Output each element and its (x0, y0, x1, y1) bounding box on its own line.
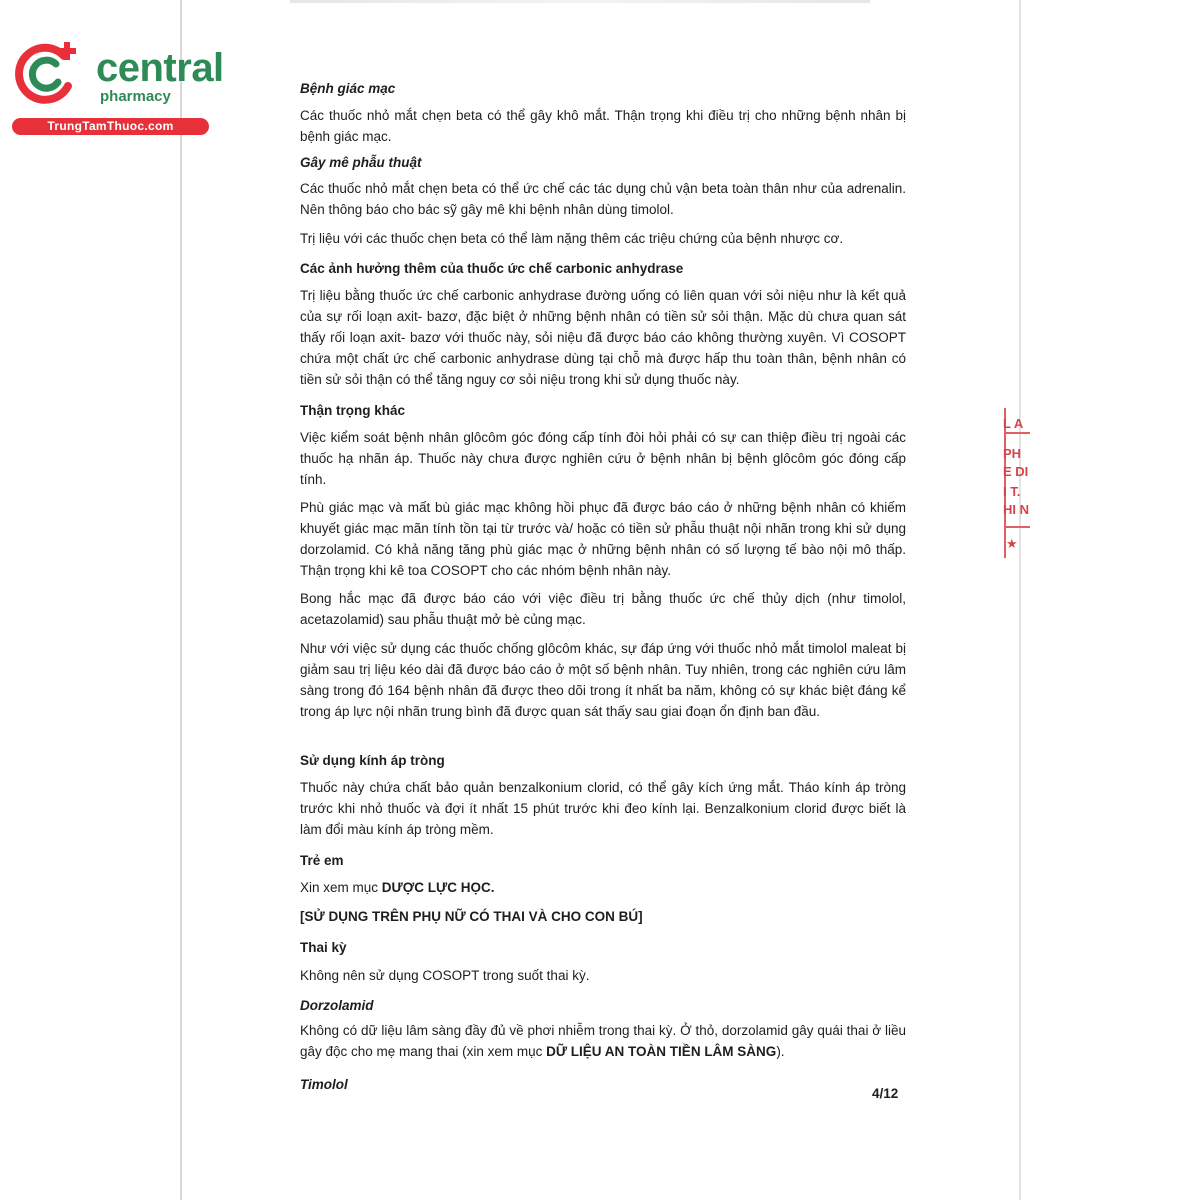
stamp-line: PH (1003, 446, 1022, 461)
paragraph: Như với việc sử dụng các thuốc chống glôcôm khác, sự đáp ứng với thuốc nhỏ mắt timolol maleat bị giảm sau trị liệu kéo dài đã được báo cáo ở một số bệnh nhân. Tuy nhiên, trong các nghiên cứu lâm sàng trong đó 164 bệnh nhân đã được theo dõi trong ít nhất ba năm, không có sự khác biệt đáng kể trong áp lực nội nhãn trung bình đã được quan sát thấy sau giai đoạn ổn định ban đầu. (300, 641, 906, 719)
central-pharmacy-icon (12, 38, 82, 108)
text-suffix: ). (776, 1044, 785, 1059)
heading-thai-ky: Thai kỳ (300, 940, 347, 955)
paragraph (300, 1020, 906, 1062)
stamp-star-icon: ★ (1006, 536, 1018, 551)
paragraph: Việc kiểm soát bệnh nhân glôcôm góc đóng cấp tính đòi hỏi phải có sự can thiệp điều trị ngoài các thuốc hạ nhãn áp. Thuốc này chưa được nghiên cứu ở bệnh nhân bị bệnh glôcôm góc đóng cấp tính. (300, 430, 906, 487)
paragraph: Không nên sử dụng COSOPT trong suốt thai kỳ. (300, 968, 590, 983)
heading-pregnancy-lactation: [SỬ DỤNG TRÊN PHỤ NỮ CÓ THAI VÀ CHO CON BÚ] (300, 909, 643, 924)
heading-dorzolamid: Dorzolamid (300, 998, 374, 1013)
heading-benh-giac-mac: Bệnh giác mạc (300, 81, 396, 96)
cross-reference: DỮ LIỆU AN TOÀN TIỀN LÂM SÀNG (546, 1044, 777, 1059)
heading-carbonic-anhydrase: Các ảnh hưởng thêm của thuốc ức chế carbonic anhydrase (300, 261, 684, 276)
stamp-rule (1004, 526, 1030, 528)
text-prefix: Xin xem mục (300, 880, 382, 895)
stamp-line: I T. (1003, 484, 1021, 499)
page-number: 4/12 (872, 1086, 899, 1101)
paragraph: Thuốc này chứa chất bảo quản benzalkonium clorid, có thể gây kích ứng mắt. Tháo kính áp tròng trước khi nhỏ thuốc và đợi ít nhất 15 phút trước khi đeo kính lại. Benzalkonium clorid được biết là làm đổi màu kính áp tròng mềm. (300, 780, 906, 837)
logo-url-bar: TrungTamThuoc.com (12, 118, 209, 135)
heading-tre-em: Trẻ em (300, 853, 344, 868)
text-prefix: Không có dữ liệu lâm sàng đầy đủ về phơi nhiễm trong thai kỳ. Ở thỏ, dorzolamid gây quái thai ở liều gây độc cho mẹ mang thai (xin xem mục (300, 1023, 906, 1059)
scan-edge-right (1019, 0, 1021, 1200)
heading-timolol: Timolol (300, 1077, 348, 1092)
paragraph (300, 877, 906, 898)
stamp-rule (1004, 432, 1030, 434)
logo-wordmark: central (96, 46, 224, 90)
paragraph: Các thuốc nhỏ mắt chẹn beta có thể ức chế các tác dụng chủ vận beta toàn thân như của adrenalin. Nên thông báo cho bác sỹ gây mê khi bệnh nhân dùng timolol. (300, 181, 906, 217)
stamp-line: HI N (1003, 502, 1029, 517)
stamp-line: E DI (1003, 464, 1029, 479)
paragraph: Trị liệu bằng thuốc ức chế carbonic anhydrase đường uống có liên quan với sỏi niệu như là kết quả của sự rối loạn axit- bazơ, đặc biệt ở những bệnh nhân có tiền sử sỏi thận. Mặc dù chưa quan sát thấy rối loạn axit- bazơ với thuốc này, sỏi niệu đã được báo cáo không thường xuyên. Vì COSOPT chứa một chất ức chế carbonic anhydrase dùng tại chỗ mà được hấp thu toàn thân, bệnh nhân có tiền sử sỏi thận có thể tăng nguy cơ sỏi niệu trong khi sử dụng thuốc này. (300, 288, 906, 387)
paragraph: Các thuốc nhỏ mắt chẹn beta có thể gây khô mắt. Thận trọng khi điều trị cho những bệnh nhân bị bệnh giác mạc. (300, 108, 906, 144)
paragraph: Phù giác mạc và mất bù giác mạc không hồi phục đã được báo cáo ở những bệnh nhân có khiếm khuyết giác mạc mãn tính tồn tại từ trước và/ hoặc có tiền sử phẫu thuật nội nhãn trong khi sử dụng dorzolamid. Có khả năng tăng phù giác mạc ở những bệnh nhân có số lượng tế bào nội mô thấp. Thận trọng khi kê toa COSOPT cho các nhóm bệnh nhân này. (300, 500, 906, 578)
cross-reference: DƯỢC LỰC HỌC. (381, 880, 495, 895)
scan-top-smudge (290, 0, 870, 3)
heading-than-trong-khac: Thận trọng khác (300, 403, 406, 418)
paragraph: Trị liệu với các thuốc chẹn beta có thể làm nặng thêm các triệu chứng của bệnh nhược cơ. (300, 231, 844, 246)
heading-kinh-ap-trong: Sử dụng kính áp tròng (300, 753, 445, 768)
heading-gay-me-phau-thuat: Gây mê phẫu thuật (300, 155, 422, 170)
logo-subtitle: pharmacy (100, 88, 171, 105)
stamp-line: L A (1003, 416, 1024, 431)
central-pharmacy-logo[interactable] (10, 38, 224, 138)
paragraph: Bong hắc mạc đã được báo cáo với việc điều trị bằng thuốc ức chế thủy dịch (như timolol, acetazolamid) sau phẫu thuật mở bè củng mạc. (300, 591, 906, 627)
scan-edge-left (180, 0, 182, 1200)
approval-stamp (1000, 408, 1030, 558)
